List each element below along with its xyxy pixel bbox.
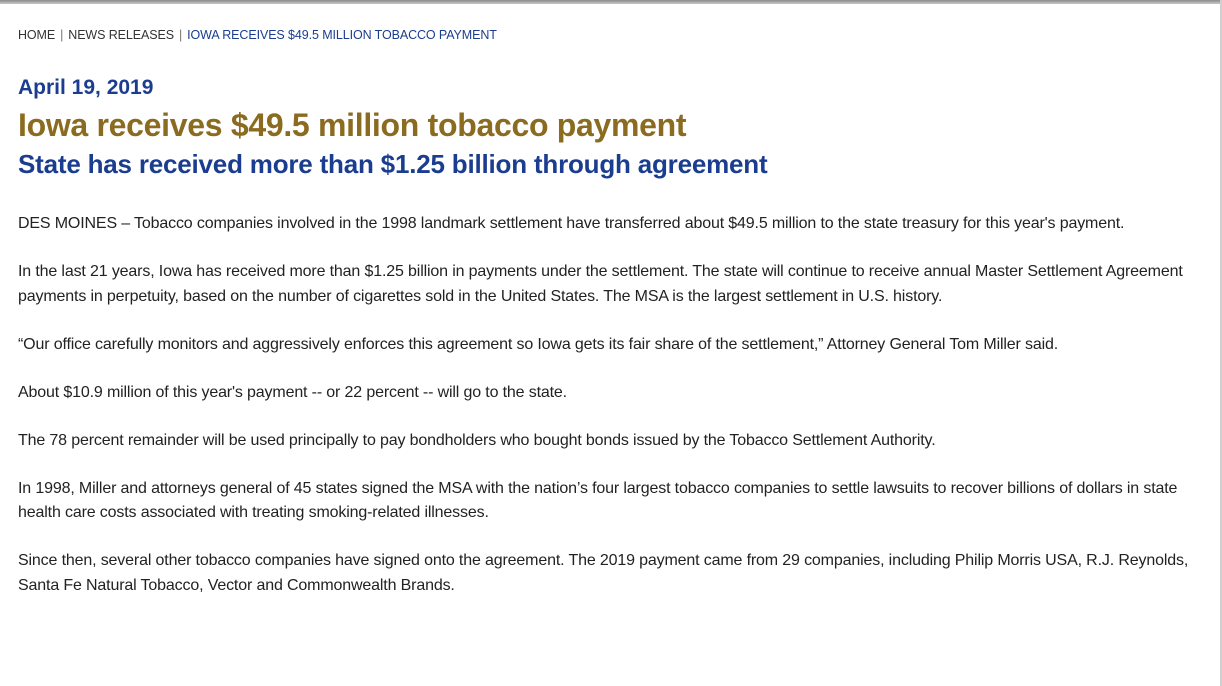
- article-headline: Iowa receives $49.5 million tobacco payment: [18, 107, 687, 143]
- article-paragraph: In the last 21 years, Iowa has received more than $1.25 billion in payments under the settlement. The state will continue to receive annual Master Settlement Agreement payments in perpetuity, based on the number of cigarettes sold in the United States. The MSA is the largest settlement in U.S. history.: [18, 263, 1183, 305]
- article-body: [18, 212, 1208, 598]
- article-paragraph: DES MOINES – Tobacco companies involved in the 1998 landmark settlement have transferred about $49.5 million to the state treasury for this year's payment.: [18, 215, 1125, 232]
- article-paragraph: The 78 percent remainder will be used principally to pay bondholders who bought bonds issued by the Tobacco Settlement Authority.: [18, 431, 936, 449]
- article-date: April 19, 2019: [18, 76, 154, 99]
- article-paragraph: Since then, several other tobacco companies have signed onto the agreement. The 2019 payment came from 29 companies, including Philip Morris USA, R.J. Reynolds, Santa Fe Natural Tobacco, Vector and Commonwealth Brands.: [18, 552, 1189, 594]
- breadcrumb: [18, 28, 497, 42]
- breadcrumb-separator: |: [60, 28, 64, 42]
- breadcrumb-separator: |: [178, 28, 183, 42]
- article-paragraph: “Our office carefully monitors and aggressively enforces this agreement so Iowa gets its fair share of the settlement,” Attorney General Tom Miller said.: [18, 335, 1059, 353]
- article: [18, 74, 1208, 622]
- breadcrumb-news-releases-link[interactable]: NEWS RELEASES: [68, 28, 174, 42]
- breadcrumb-current-page[interactable]: IOWA RECEIVES $49.5 MILLION TOBACCO PAYMENT: [187, 28, 497, 42]
- top-border: [0, 0, 1222, 4]
- article-paragraph: In 1998, Miller and attorneys general of 45 states signed the MSA with the nation’s four largest tobacco companies to settle lawsuits to recover billions of dollars in state health care costs associated with treating smoking-related illnesses.: [18, 479, 1178, 521]
- article-subheadline: State has received more than $1.25 billion through agreement: [18, 149, 768, 179]
- breadcrumb-home-link[interactable]: HOME: [18, 28, 56, 42]
- article-paragraph: About $10.9 million of this year's payment -- or 22 percent -- will go to the state.: [18, 383, 567, 401]
